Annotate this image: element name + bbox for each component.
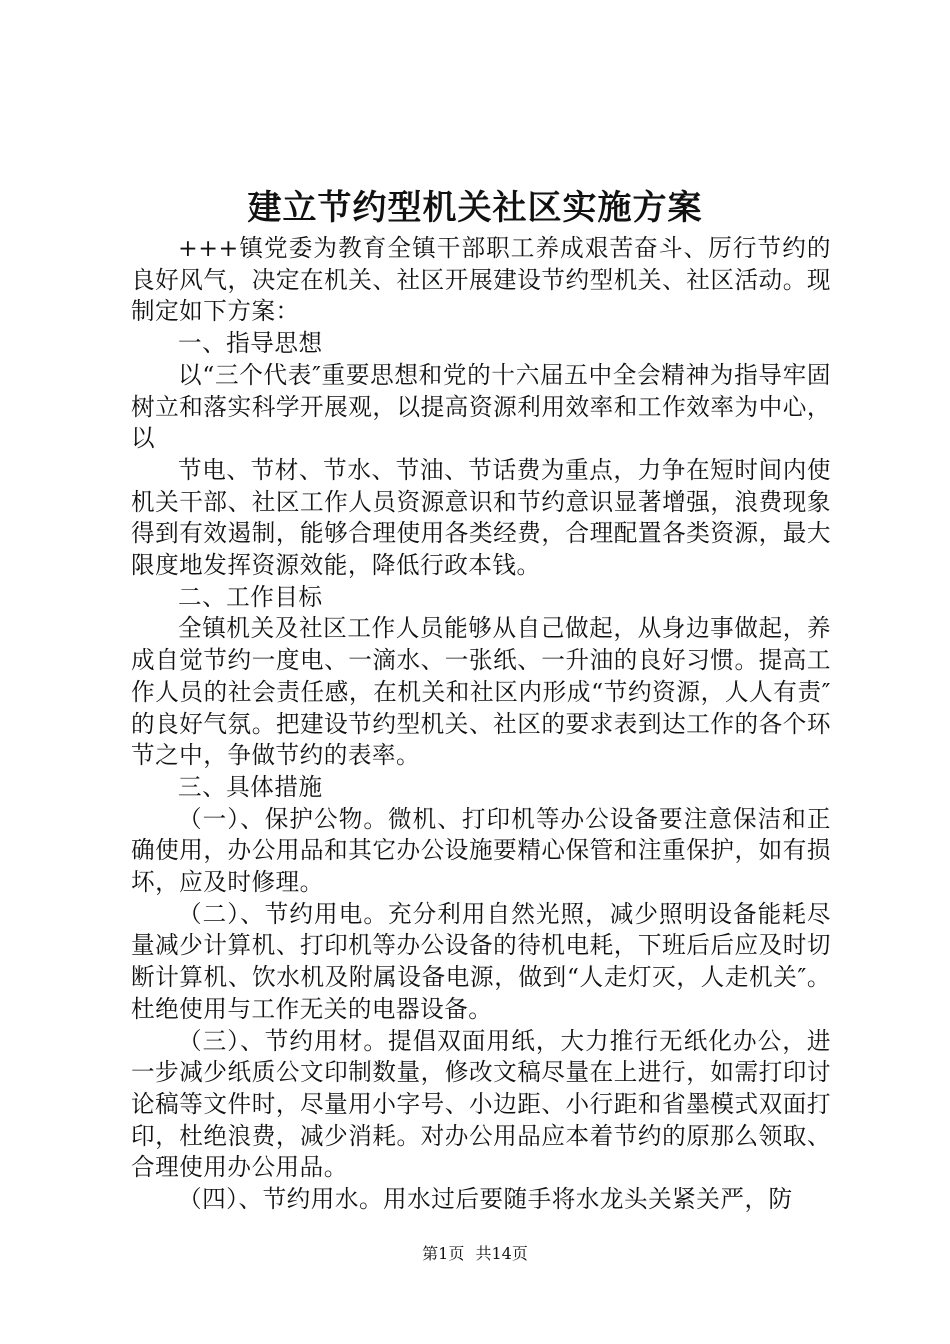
paragraph-measure-3: （三）、节约用材。提倡双面用纸，大力推行无纸化办公，进一步减少纸质公文印制数量，修改文稿尽量在上进行，如需打印讨论稿等文件时，尽量用小字号、小边距、小行距和省墨模式双面打印，杜绝浪费，减少消耗。对办公用品应本着节约的原那么领取、合理使用办公用品。 (131, 1026, 831, 1182)
paragraph-measure-1: （一）、保护公物。微机、打印机等办公设备要注意保洁和正确使用，办公用品和其它办公设施要精心保管和注重保护，如有损坏，应及时修理。 (131, 804, 831, 897)
page-number: 第1页 (422, 1244, 465, 1263)
paragraph-guiding-thought: 以“三个代表″重要思想和党的十六届五中全会精神为指导牢固树立和落实科学开展观，以提高资源利用效率和工作效率为中心，以 (131, 360, 831, 453)
paragraph-intro: +++镇党委为教育全镇干部职工养成艰苦奋斗、厉行节约的良好风气，决定在机关、社区开展建设节约型机关、社区活动。现制定如下方案： (131, 234, 831, 326)
page-footer (0, 1244, 950, 1264)
heading-work-goals: 二、工作目标 (178, 582, 323, 611)
paragraph-focus: 节电、节材、节水、节油、节话费为重点，力争在短时间内使机关干部、社区工作人员资源意识和节约意识显著增强，浪费现象得到有效遏制，能够合理使用各类经费，合理配置各类资源，最大限度地发挥资源效能，降低行政本钱。 (131, 455, 831, 580)
paragraph-measure-4: （四）、节约用水。用水过后要随手将水龙头关紧关严，防 (178, 1185, 793, 1214)
paragraph-measure-2: （二）、节约用电。充分利用自然光照，减少照明设备能耗尽量减少计算机、打印机等办公设备的待机电耗，下班后后应及时切断计算机、饮水机及附属设备电源，做到“人走灯灭，人走机关″。杜绝使用与工作无关的电器设备。 (131, 899, 831, 1023)
paragraph-work-goals: 全镇机关及社区工作人员能够从自己做起，从身边事做起，养成自觉节约一度电、一滴水、一张纸、一升油的良好习惯。提高工作人员的社会责任感，在机关和社区内形成“节约资源，人人有责″的良好气氛。把建设节约型机关、社区的要求表到达工作的各个环节之中，争做节约的表率。 (131, 614, 831, 770)
document-title: 建立节约型机关社区实施方案 (247, 188, 703, 228)
document-body (131, 233, 831, 1216)
page-total: 共14页 (475, 1244, 528, 1263)
heading-specific-measures: 三、具体措施 (178, 772, 323, 801)
heading-guiding-thought: 一、指导思想 (178, 329, 323, 358)
